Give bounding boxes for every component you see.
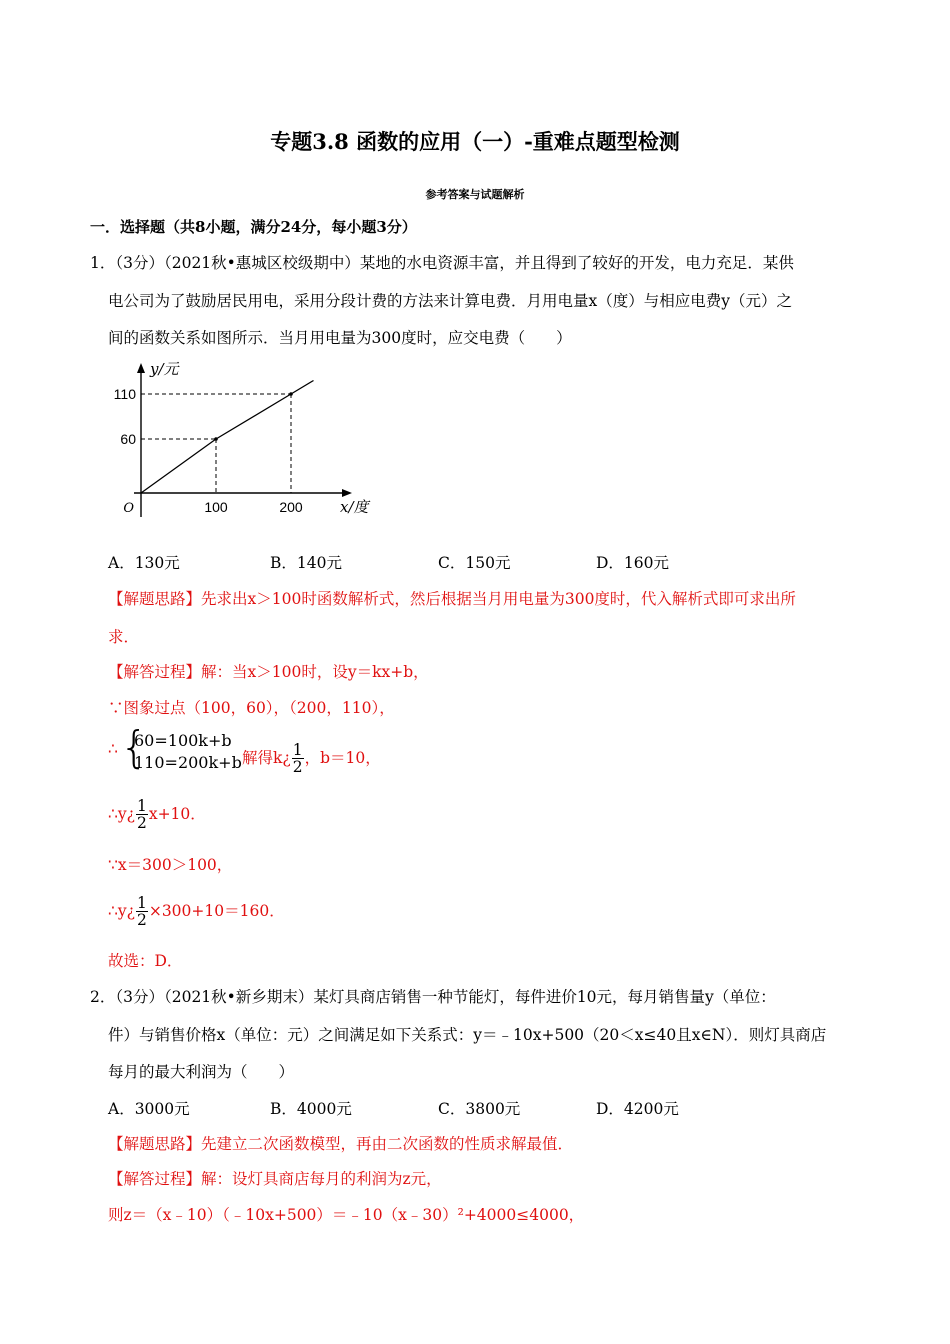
q1-option-b: B．140元 [270, 554, 342, 572]
q1-option-c: C．150元 [438, 554, 511, 572]
q2-process-tag: 【解答过程】 [108, 1170, 202, 1188]
equation-system [134, 730, 242, 774]
q1-thought-tag: 【解题思路】 [108, 590, 202, 608]
b-value-text: ，b＝10， [304, 748, 381, 767]
fraction-one-half [136, 895, 148, 929]
y-prefix: y¿ [117, 901, 135, 920]
x-axis-label: x/度 [340, 498, 369, 516]
q1-stem-line3: 间的函数关系如图所示．当月用电量为300度时，应交电费（ ） [108, 329, 572, 347]
data-point-1 [289, 392, 293, 396]
y-prefix: y¿ [117, 804, 135, 823]
therefore-sign: ∴ [108, 901, 118, 920]
q2-process-line2: 则z＝（x﹣10）（﹣10x+500）＝﹣10（x﹣30）²+4000≤4000， [108, 1206, 585, 1224]
fraction-denominator: 2 [292, 758, 303, 777]
q2-option-d: D．4200元 [596, 1100, 679, 1118]
dashed-guides [141, 394, 291, 493]
q2-thought-tag: 【解题思路】 [108, 1135, 202, 1153]
page-subtitle: 参考答案与试题解析 [425, 188, 525, 201]
origin-label: O [123, 501, 134, 516]
line-x-value [108, 853, 232, 875]
y-tick-60: 60 [120, 431, 136, 447]
fraction-one-half [292, 742, 304, 776]
q2-option-a: A．3000元 [108, 1100, 190, 1118]
page-title: 专题3.8 函数的应用（一）-重难点题型检测 [270, 129, 680, 154]
system-brace: { [120, 722, 148, 773]
q1-answer: 故选：D． [108, 952, 183, 970]
line-final-value [108, 895, 285, 929]
q2-thought-text: 先建立二次函数模型，再由二次函数的性质求解最值． [201, 1135, 574, 1153]
q1-process-text: 解：当x＞100时，设y＝kx+b， [201, 663, 429, 681]
q2-stem-line1: 2．（3分）（2021秋•新乡期末）某灯具商店销售一种节能灯，每件进价10元，每月销售量y（单位： [90, 988, 776, 1006]
electricity-fee-line [141, 381, 314, 494]
x-tick-100: 100 [204, 499, 228, 515]
y-axis-label: y/元 [150, 360, 179, 378]
solve-k-text: 解得k¿ [242, 748, 291, 767]
q2-stem-line2: 件）与销售价格x（单位：元）之间满足如下关系式：y＝﹣10x+500（20＜x≤40且x∈N）．则灯具商店 [108, 1026, 827, 1044]
fraction-numerator: 1 [136, 894, 147, 912]
q2-option-b: B．4000元 [270, 1100, 352, 1118]
because-sign: ∵ [108, 856, 118, 874]
q2-option-c: C．3800元 [438, 1100, 521, 1118]
q1-process-line2: ∵图象过点（100，60），（200，110）， [108, 699, 395, 717]
fraction-one-half [136, 798, 148, 832]
x-value-text: x＝300＞100， [117, 856, 233, 874]
fraction-denominator: 2 [136, 814, 147, 833]
q1-process-line1 [108, 660, 429, 682]
y-suffix: x+10． [148, 804, 206, 823]
y-tick-110: 110 [113, 386, 136, 402]
therefore-sign: ∴ [108, 804, 118, 823]
q2-thought-line1 [108, 1132, 573, 1154]
equation-row-1: 60=100k+b [134, 731, 232, 750]
fraction-denominator: 2 [136, 911, 147, 930]
fraction-numerator: 1 [136, 797, 147, 815]
therefore-sign: ∴ [108, 740, 118, 758]
final-suffix: ×300+10＝160． [148, 901, 285, 920]
q2-process-text: 解：设灯具商店每月的利润为z元， [201, 1170, 442, 1188]
q1-thought-line2: 求． [108, 628, 140, 646]
q1-option-d: D．160元 [596, 554, 670, 572]
q1-thought-line1 [108, 587, 796, 609]
y-axis-arrow [137, 363, 145, 373]
section-heading: 一．选择题（共8小题，满分24分，每小题3分） [90, 218, 417, 236]
x-tick-200: 200 [279, 499, 303, 515]
equation-row-2: 110=200k+b [134, 753, 242, 772]
data-point-0 [214, 437, 218, 441]
q1-stem-line1: 1．（3分）（2021秋•惠城区校级期中）某地的水电资源丰富，并且得到了较好的开发，电力充足．某供 [90, 254, 794, 272]
q2-stem-line3: 每月的最大利润为（ ） [108, 1063, 295, 1081]
x-axis-arrow [342, 489, 352, 497]
solve-k-line [242, 742, 381, 776]
q1-process-tag: 【解答过程】 [108, 663, 202, 681]
q1-option-a: A．130元 [108, 554, 180, 572]
q2-process-line1 [108, 1167, 442, 1189]
q1-stem-line2: 电公司为了鼓励居民用电，采用分段计费的方法来计算电费．月用电量x（度）与相应电费y（元）之 [108, 292, 793, 310]
q1-function-chart [100, 355, 390, 525]
line-y-equation [108, 798, 206, 832]
fraction-numerator: 1 [292, 741, 303, 759]
q1-thought-text: 先求出x＞100时函数解析式，然后根据当月用电量为300度时，代入解析式即可求出所 [201, 590, 796, 608]
